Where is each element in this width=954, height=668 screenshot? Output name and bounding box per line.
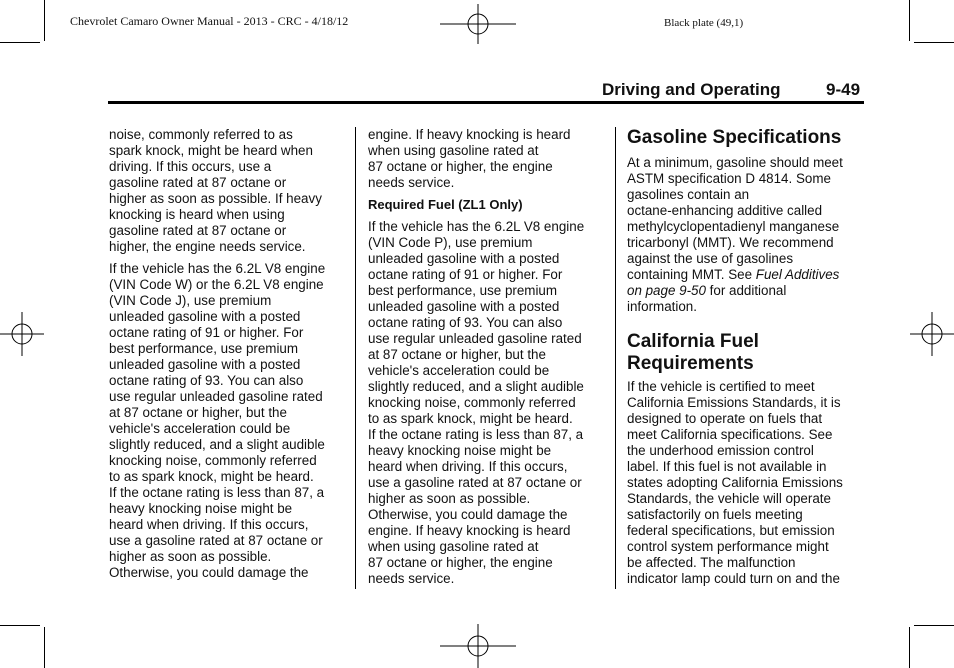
text-line: At a minimum, gasoline should meet [627,155,843,170]
crop-mark [909,0,910,41]
text-line: heard when driving. If this occurs, [109,517,309,532]
text-line: driving. If this occurs, use a [109,159,272,174]
crop-mark [914,625,954,626]
crop-mark [914,42,954,43]
text-line: best performance, use premium [368,283,558,298]
heading-line: California Fuel [627,331,759,352]
registration-mark-icon [440,624,516,668]
text-line: meet California specifications. See [627,427,833,442]
paragraph [627,379,869,587]
text-line: satisfactorily on fuels meeting [627,507,803,522]
gasoline-specifications-heading: Gasoline Specifications [627,127,842,148]
paragraph [368,127,610,191]
text-line: higher, the engine needs service. [109,239,306,254]
registration-mark-icon [440,4,516,44]
text-line: federal specifications, but emission [627,523,835,538]
text-line: best performance, use premium [109,341,299,356]
text-line: vehicle's acceleration could be [368,363,550,378]
cross-reference-link[interactable]: Fuel Additives [755,267,840,282]
text-line: at 87 octane or higher, but the [368,347,546,362]
text-line: indicator lamp could turn on and the [627,571,840,586]
text-line: ASTM specification D 4814. Some [627,171,831,186]
cross-reference-link[interactable]: on page 9-50 [627,283,706,298]
text-line: (VIN Code W) or the 6.2L V8 engine [109,277,324,292]
crop-mark [909,627,910,668]
text-line: to as spark knock, might be heard. [109,469,314,484]
text-line: use a gasoline rated at 87 octane or [109,533,323,548]
text-line: gasolines contain an [627,187,750,202]
text-line: gasoline rated at 87 octane or [109,223,287,238]
text-line: use a gasoline rated at 87 octane or [368,475,582,490]
crop-mark [44,627,45,668]
paragraph [109,261,351,581]
text-line: octane rating of 93. You can also [109,373,304,388]
text-line: Otherwise, you could damage the [109,565,309,580]
text-line: be affected. The malfunction [627,555,796,570]
text-line: 87 octane or higher, the engine [368,159,553,174]
header-rule [108,101,864,104]
text-line: designed to operate on fuels that [627,411,823,426]
subheading: Required Fuel (ZL1 Only) [368,197,523,212]
paragraph [109,127,351,255]
text-line: gasoline rated at 87 octane or [109,175,287,190]
text-fragment: containing MMT. See [627,267,756,282]
text-line: 87 octane or higher, the engine [368,555,553,570]
text-fragment: for additional [705,283,787,298]
text-line: needs service. [368,175,455,190]
paragraph [368,219,610,587]
section-title: Driving and Operating [602,80,781,99]
column-divider [355,127,356,589]
text-line: unleaded gasoline with a posted [109,357,301,372]
text-line: octane-enhancing additive called [627,203,823,218]
text-line: unleaded gasoline with a posted [109,309,301,324]
crop-mark [44,0,45,41]
column-2 [368,127,610,593]
text-line [627,267,869,283]
text-line: at 87 octane or higher, but the [109,405,287,420]
text-line: spark knock, might be heard when [109,143,313,158]
text-line: methylcyclopentadienyl manganese [627,219,840,234]
text-line: higher as soon as possible. [368,491,531,506]
heading-line: Requirements [627,353,754,374]
text-line: against the use of gasolines [627,251,794,266]
text-line: Standards, the vehicle will operate [627,491,831,506]
registration-mark-icon [910,312,954,356]
text-line: octane rating of 91 or higher. For [109,325,304,340]
text-line: when using gasoline rated at [368,539,539,554]
text-line: states adopting California Emissions [627,475,843,490]
text-line: tricarbonyl (MMT). We recommend [627,235,834,250]
text-line: to as spark knock, might be heard. [368,411,573,426]
text-line: heavy knocking noise might be [109,501,293,516]
text-line: control system performance might [627,539,829,554]
text-line: label. If this fuel is not available in [627,459,827,474]
text-line: If the octane rating is less than 87, a [368,427,584,442]
text-line: slightly reduced, and a slight audible [109,437,325,452]
paragraph [627,155,869,315]
text-line: engine. If heavy knocking is heard [368,127,571,142]
text-line: octane rating of 91 or higher. For [368,267,563,282]
text-line: knocking noise, commonly referred [368,395,576,410]
text-line: noise, commonly referred to as [109,127,293,142]
page-number: 9-49 [826,80,861,99]
text-line: knocking noise, commonly referred [109,453,317,468]
text-line: If the vehicle is certified to meet [627,379,815,394]
text-line: heavy knocking noise might be [368,443,552,458]
text-line: If the octane rating is less than 87, a [109,485,325,500]
crop-mark [0,625,40,626]
california-fuel-heading [627,331,869,375]
text-line: octane rating of 93. You can also [368,315,563,330]
text-line: knocking is heard when using [109,207,285,222]
column-divider [615,127,616,589]
text-line: unleaded gasoline with a posted [368,299,560,314]
text-line [627,283,869,299]
text-line: If the vehicle has the 6.2L V8 engine [109,261,326,276]
text-line: higher as soon as possible. If heavy [109,191,322,206]
text-line: engine. If heavy knocking is heard [368,523,571,538]
crop-mark [0,42,40,43]
text-line: (VIN Code P), use premium [368,235,533,250]
column-1 [109,127,351,587]
plate-label: Black plate (49,1) [664,17,744,29]
text-line: If the vehicle has the 6.2L V8 engine [368,219,585,234]
manual-info: Chevrolet Camaro Owner Manual - 2013 - CRC - 4/18/12 [70,14,349,28]
text-line: use regular unleaded gasoline rated [368,331,582,346]
text-line: when using gasoline rated at [368,143,539,158]
text-line: use regular unleaded gasoline rated [109,389,323,404]
text-line: needs service. [368,571,455,586]
text-line: (VIN Code J), use premium [109,293,272,308]
text-line: the underhood emission control [627,443,814,458]
text-line: slightly reduced, and a slight audible [368,379,584,394]
column-3 [627,127,869,593]
text-line: higher as soon as possible. [109,549,272,564]
text-line: Otherwise, you could damage the [368,507,568,522]
text-line: vehicle's acceleration could be [109,421,291,436]
text-line: California Emissions Standards, it is [627,395,841,410]
text-line: unleaded gasoline with a posted [368,251,560,266]
registration-mark-icon [0,312,44,356]
text-line: heard when driving. If this occurs, [368,459,568,474]
text-line: information. [627,299,697,314]
